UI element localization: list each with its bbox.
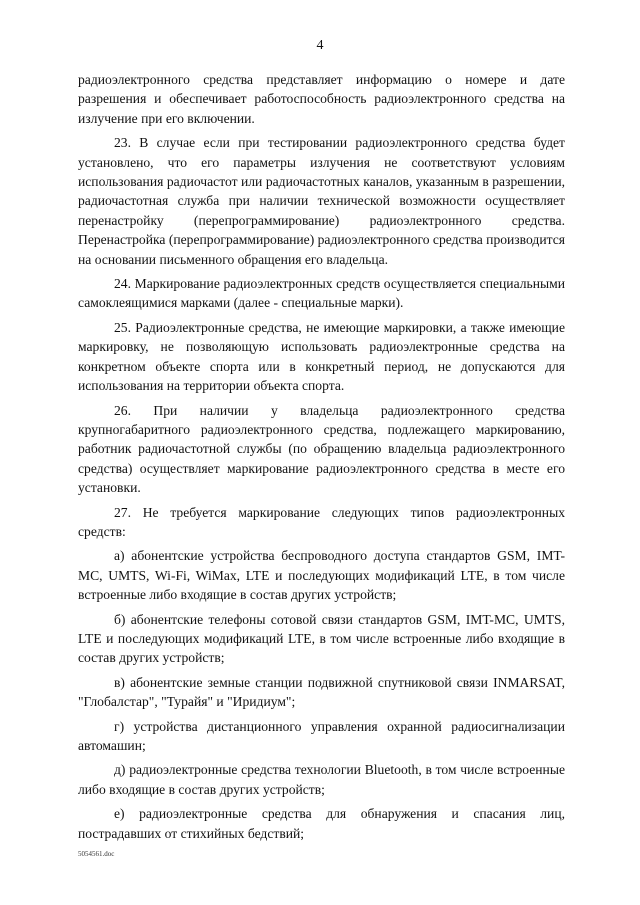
- document-body: [78, 70, 565, 843]
- list-item-g: г) устройства дистанционного управления охранной радиосигнализации автомашин;: [78, 718, 565, 753]
- list-item-e: е) радиоэлектронные средства для обнаружения и спасания лиц, пострадавших от стихийных бедствий;: [78, 806, 565, 841]
- paragraph-continuation: радиоэлектронного средства представляет информацию о номере и дате разрешения и обеспечивает работоспособность радиоэлектронного средства на излучение при его включении.: [78, 72, 565, 126]
- paragraph-item-27: 27. Не требуется маркирование следующих типов радиоэлектронных средств:: [78, 504, 565, 539]
- list-item-a: а) абонентские устройства беспроводного доступа стандартов GSM, IMT-MC, UMTS, Wi-Fi, WiMax, LTE и последующих модификаций LTE, в том числе встроенные либо входящие в состав других устройств;: [78, 548, 565, 603]
- paragraph-item-26: 26. При наличии у владельца радиоэлектронного средства крупногабаритного радиоэлектронного средства, подлежащего маркированию, работник радиочастотной службы (по обращению владельца радиоэлектронного средства) осуществляет маркирование радиоэлектронного средства в месте его установки.: [78, 402, 565, 496]
- file-name-footer: 5054561.doc: [78, 850, 115, 858]
- list-item-v: в) абонентские земные станции подвижной спутниковой связи INMARSAT, "Глобалстар", "Турайя" и "Иридиум";: [78, 674, 565, 710]
- list-item-b: б) абонентские телефоны сотовой связи стандартов GSM, IMT-MC, UMTS, LTE и последующих модификаций LTE, в том числе встроенные либо входящие в состав других устройств;: [78, 611, 565, 666]
- paragraph-item-24: 24. Маркирование радиоэлектронных средств осуществляется специальными самоклеящимися марками (далее - специальные марки).: [78, 276, 565, 311]
- page-number: 4: [316, 38, 324, 53]
- paragraph-item-23: 23. В случае если при тестировании радиоэлектронного средства будет установлено, что его параметры излучения не соответствуют условиям использования радиочастот или радиочастотных каналов, указанным в разрешении, радиочастотная служба при наличии технической возможности осуществляет перенастройку (перепрограммирование) радиоэлектронного средства. Перенастройка (перепрограммирование) радиоэлектронного средства производится на основании письменного обращения его владельца.: [78, 135, 565, 267]
- paragraph-item-25: 25. Радиоэлектронные средства, не имеющие маркировки, а также имеющие маркировку, не позволяющую использовать радиоэлектронные средства на конкретном объекте спорта или в конкретный период, не допускаются для использования на территории объекта спорта.: [78, 319, 565, 394]
- list-item-d: д) радиоэлектронные средства технологии Bluetooth, в том числе встроенные либо входящие в состав других устройств;: [78, 762, 565, 797]
